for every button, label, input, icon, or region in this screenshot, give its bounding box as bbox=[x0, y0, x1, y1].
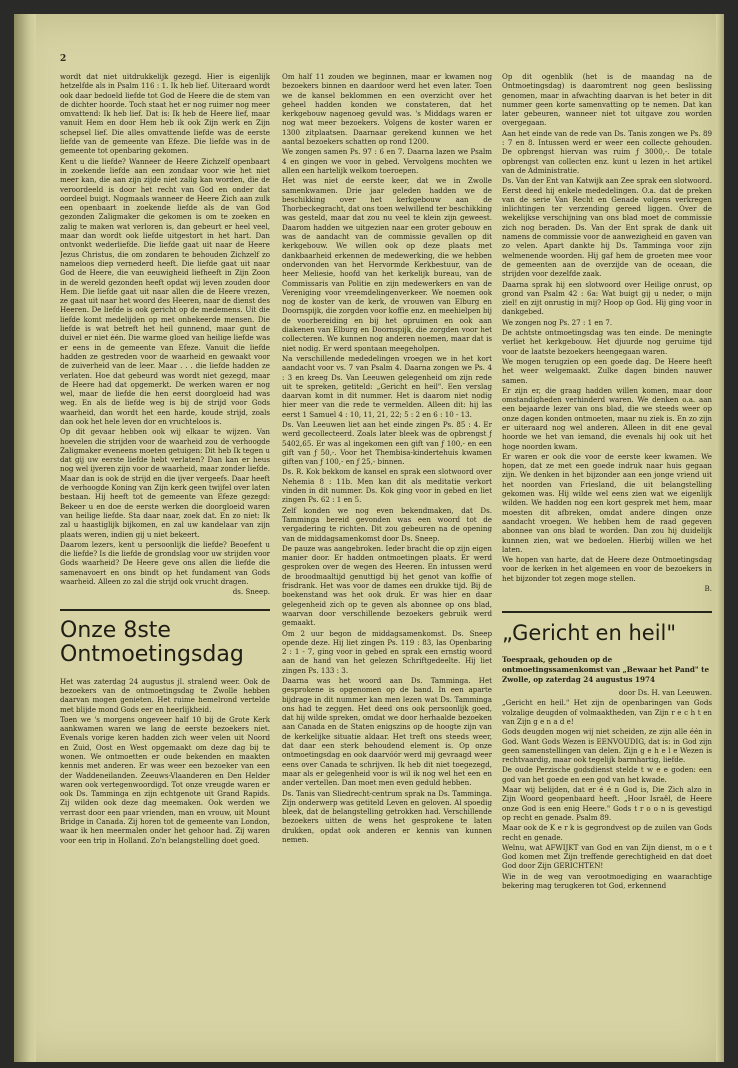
paragraph: Het was zaterdag 24 augustus jl. stralend weer. Ook de bezoekers van de ontmoetingsdag te Zwolle hebben daarvan mogen genieten. Het ruime hemelrond vertelde met blijde mond Gods eer en heerlijkheid. bbox=[60, 676, 270, 714]
paragraph: Er zijn er, die graag hadden willen komen, maar door omstandigheden verhinderd waren. We denken o.a. aan een bejaarde lezer van ons blad, die we steeds weer op onze dagen konden ontmoeten, maar nu ziek is. En zo zijn er uiteraard nog wel anderen. Alleen in dit ene geval hoorde we het van iemand, die evenals hij ook uit het hoge noorden kwam. bbox=[502, 385, 712, 451]
paragraph: Op dit ogenblik (het is de maandag na de Ontmoetingsdag) is daaromtrent nog geen beslissing genomen, maar in afwachting daarvan is het beter in dit nummer geen korte samenvatting op te nemen. Dat kan later gebeuren, wanneer niet tot uitgave zou worden overgegaan. bbox=[502, 72, 712, 128]
paragraph: Toen we 's morgens ongeveer half 10 bij de Grote Kerk aankwamen waren we lang de eerste bezoekers niet. Evenals vorige keren hadden zich weer velen uit Noord en Zuid, Oost en West opgemaakt om deze dag bij te wonen. We ontmoetten er oude bekenden en maakten kennis met anderen. Er was weer een bezoeker van een der Waddeneilanden. Zeeuws-Vlaanderen en Den Helder waren ook vertegenwoordigd. Tot onze vreugde waren er ook Ds. Tamminga en zijn echtgenote uit Grand Rapids. Zij wilden ook deze dag meemaken. Ook werden we verrast door een paar vrienden, man en vrouw, uit Mount Bridge in Canada. Zij horen tot de gemeente van London, waar ik hen meermalen onder het gehoor had. Zij waren voor een trip in Holland. Zo'n belangstelling doet goed. bbox=[60, 714, 270, 845]
paragraph: Ds. Van der Ent van Katwijk aan Zee sprak een slotwoord. Eerst deed hij enkele mededelingen. O.a. dat de preken van de serie Van Recht en Genade volgens verkregen inlichtingen ter verzending gereed liggen. Over de wekelijkse verschijning van ons blad moet de commissie zich nog beraden. Ds. Van der Ent sprak de dank uit namens de commissie voor de aanwezigheid en gaven van zo velen. Apart dankte hij Ds. Tamminga voor zijn welmenende woorden. Hij gaf hem de groeten mee voor de gemeenten aan de overzijde van de oceaan, die strijden voor dezelfde zaak. bbox=[502, 176, 712, 279]
paragraph: We hopen van harte, dat de Heere deze Ontmoetingsdag voor de kerken in het algemeen en voor de bezoekers in het bijzonder tot zegen moge stellen. bbox=[502, 555, 712, 583]
column-2 bbox=[282, 72, 492, 1062]
signature: B. bbox=[704, 584, 712, 594]
paragraph: Ds. Van Leeuwen liet aan het einde zingen Ps. 85 : 4. Er werd gecollecteerd. Zoals later bleek was de opbrengst ƒ 5402,65. Er was al ingekomen een gift van ƒ 100,- en een gift van ƒ 50,-. Voor het Thembisa-kindertehuis kwamen giften van ƒ 100,- en ƒ 25,- binnen. bbox=[282, 419, 492, 467]
paragraph: Het was niet de eerste keer, dat we in Zwolle samenkwamen. Drie jaar geleden hadden we de beschikking over het kerkgebouw aan de Thorbeckegracht, dat ons toen welwillend ter beschikking was gesteld, maar dat zou nu veel te klein zijn geweest. Daarom hadden we uitgezien naar een groter gebouw en was de aandacht van de commissie gevallen op dit kerkgebouw. We willen ook op deze plaats met dankbaarheid erkennen de medewerking, die we hebben ondervonden van het Hervormde Kerkbestuur, van de heer Meliesie, hoofd van het kerkelijk bureau, van de Commissaris van Politie en zijn medewerkers en van de Vereniging voor vreemdelingenverkeer. We noemen ook nog de koster van de kerk, de vrouwen van Elburg en Doornspijk, die zorgden voor koffie enz. en meehielpen bij de voorbereiding en bij het opruimen en ook aan diakenen van Elburg en Doornspijk, die zorgden voor het collecteren. We kunnen nog anderen noemen, maar dat is niet nodig. Er werd spontaan meegeholpen. bbox=[282, 176, 492, 353]
page-spine-shadow bbox=[14, 14, 36, 1062]
paragraph: Aan het einde van de rede van Ds. Tanis zongen we Ps. 89 : 7 en 8. Intussen werd er weer een collecte gehouden. De opbrengst hiervan was ruim ƒ 3000,-. De totale opbrengst van collecten enz. kunt u lezen in het artikel van de Administratie. bbox=[502, 128, 712, 175]
paragraph: De achtste ontmoetingsdag was ten einde. De meningte verliet het kerkgebouw. Het djuurde nog geruime tijd voor de laatste bezoekers heengegaan waren. bbox=[502, 328, 712, 356]
paragraph: Er waren er ook die voor de eerste keer kwamen. We hopen, dat ze met een goede indruk naar huis gegaan zijn. We denken in het bijzonder aan een jonge vriend uit het noorden van Friesland, die uit belangstelling gekomen was. Hij wilde wel eens zien wat we eigenlijk wilden. We hadden nog een kort gesprek met hem, maar moesten dit afbreken, omdat andere dingen onze aandacht vroegen. We hebben hem de raad gegeven abonnee van ons blad te worden. Dan zou hij duidelijk kunnen zien, wat we bedoelen. Hierbij willen we het laten. bbox=[502, 451, 712, 554]
article-subheading: Toespraak, gehouden op de ontmoetingssamenkomst van „Bewaar het Pand" te Zwolle, op zaterdag 24 augustus 1974 bbox=[502, 655, 710, 684]
page-number: 2 bbox=[60, 54, 67, 64]
paragraph: Zelf konden we nog even bekendmaken, dat Ds. Tamminga bereid gevonden was een woord tot de vergadering te richten. Dit zou gebeuren na de opening van de middagsamenkomst door Ds. Sneep. bbox=[282, 505, 492, 543]
paragraph: Daarom lezers, kent u persoonlijk die liefde? Beoefent u die liefde? Is die liefde de grondslag voor uw strijden voor Gods waarheid? De Heere geve ons allen die liefde die samenavoert en ons bindt op het fundament van Gods waarheid. Alleen zo zal die strijd ook vrucht dragen. bbox=[60, 539, 270, 587]
paragraph: Maar wij belijden, dat er é é n God is, Die Zich alzo in Zijn Woord geopenbaard heeft. „Hoor Israël, de Heere onze God is een enig Heere." Gods t r o o n is gevestigd op recht en genade. Psalm 89. bbox=[502, 785, 712, 822]
paragraph: Daarna was het woord aan Ds. Tamminga. Het gesprokene is opgenomen op de band. In een aparte bijdrage in dit nummer kan men lezen wat Ds. Tamminga ons had te zeggen. Het deed ons ook persoonlijk goed, dat hij wilde spreken, omdat we door herhaalde bezoeken aan Canada en de Staten enigszins op de hoogte zijn van de kerkelijke situatie aldaar. Het treft ons steeds weer, dat daar een sterk behoudend element is. Op onze ontmoetingsdag en ook daarvóór werd mij gevraagd weer eens over Canada te schrijven. Ik heb dit niet toegezegd, maar als er gelegenheid voor is wil ik nog wel het een en ander vertellen. Dan moet men even geduld hebben. bbox=[282, 676, 492, 788]
article-headline-ontmoetingsdag: Onze 8ste Ontmoetingsdag bbox=[60, 609, 270, 667]
paragraph: We mogen terugzien op een goede dag. De Heere heeft het weer welgemaakt. Zulke dagen binden nauwer samen. bbox=[502, 356, 712, 385]
paragraph: Maar ook de K e r k is gegrondvest op de zuilen van Gods recht en genade. bbox=[502, 823, 712, 842]
paragraph: Wie in de weg van verootmoediging en waarachtige bekering mag terugkeren tot God, erkennend bbox=[502, 871, 712, 891]
signature: ds. Sneep. bbox=[232, 587, 270, 597]
page-edge-shadow bbox=[716, 14, 724, 1062]
paragraph: Op dit gevaar hebben ook wij elkaar te wijzen. Van hoevelen die strijden voor de waarheid zou de verhoogde Zaligmaker eveneens moeten getuigen: Dit heb Ik tegen u dat gij uw eerste liefde hebt verlaten? Dan kan er heus nog wel ijveren zijn voor de waarheid, maar zonder liefde. Maar dan is ook de strijd en die ijver vergeefs. Daar heeft de verhoogde Koning van Zijn kerk geen twijfel over laten bestaan. Hij heeft tot de gemeente van Efeze gezegd: Bekeer u en doe de eerste werken die doorgloeid waren van heilige liefde. Sta daar naar, zoek dat. En zo niet: Ik zal u haastiglijk bijkomen, en zal uw kandelaar van zijn plaats weren, indien gij u niet bekeert. bbox=[60, 427, 270, 539]
paragraph: Welnu, wat AFWIJKT van God en van Zijn dienst, m o e t God komen met Zijn treffende gerechtigheid en dat doet God door Zijn GERICHTEN! bbox=[502, 842, 712, 871]
column-3 bbox=[502, 72, 712, 1062]
paragraph: wordt dat niet uitdrukkelijk gezegd. Hier is eigenlijk hetzelfde als in Psalm 116 : 1. Ik heb lief. Uiteraard wordt ook daar bedoeld liefde tot God de Heere die de stem van de dichter hoorde. Toch staat het er nog ruimer nog meer omvattend: Ik heb lief. Dat is: Ik heb de Heere lief, maar vanuit Hem en door Hem heb ik ook Zijn werk en Zijn schepsel lief. Die alles omvattende liefde was de eerste liefde van de gemeente van Efeze. Die liefde was in de gemeente tot openbaring gekomen. bbox=[60, 72, 270, 156]
paragraph: „Gericht en heil." Het zijn de openbaringen van Gods volzalige deugden of volmaaktheden, van Zijn r e c h t en van Zijn g e n a d e! bbox=[502, 698, 712, 726]
paragraph: Na verschillende mededelingen vroegen we in het kort aandacht voor vs. 7 van Psalm 4. Daarna zongen we Ps. 4 : 3 en kreeg Ds. Van Leeuwen gelegenheid om zijn rede uit te spreken, getiteld: „Gericht en heil". Een verslag daarvan komt in dit nummer. Het is daarom niet nodig hier meer van die rede te vermelden. Alleen dit: hij las eerst 1 Samuel 4 : 10, 11, 21, 22; 5 : 2 en 6 : 10 - 13. bbox=[282, 353, 492, 419]
article-headline-gericht-en-heil: „Gericht en heil" bbox=[502, 611, 712, 645]
paragraph: Ds. Tanis van Sliedrecht-centrum sprak na Ds. Tamminga. Zijn onderwerp was getiteld Leven en geloven. Al spoedig bleek, dat de belangstelling getrokken had. Verschillende bezoekers uitten de wens het gesprokene te laten drukken, opdat ook anderen er kennis van kunnen nemen. bbox=[282, 788, 492, 845]
paragraph: Om half 11 zouden we beginnen, maar er kwamen nog bezoekers binnen en daardoor werd het even later. Toen we de kansel beklommen en een overzicht over het geheel hadden konden we constateren, dat het kerkgebouw nagenoeg gevuld was. 's Middags waren er nog wat meer bezoekers. Volgens de koster waren er 1300 zitplaatsen. Daarnaar gerekend kunnen we het aantal bezoekers schatten op rond 1200. bbox=[282, 72, 492, 147]
column-1 bbox=[60, 72, 270, 1012]
paragraph: Daarna sprak hij een slotwoord over Heilige onrust, op grond van Psalm 42 : 6a: Wat buigt gij u neder, o mijn ziel! en zijt onrustig in mij? Hoop op God. Hij ging voor in dankgebed. bbox=[502, 279, 712, 317]
paragraph: We zongen samen Ps. 97 : 6 en 7. Daarna lazen we Psalm 4 en gingen we voor in gebed. Vervolgens mochten we allen een hartelijk welkom toeroepen. bbox=[282, 147, 492, 175]
paragraph: We zongen nog Ps. 27 : 1 en 7. bbox=[502, 317, 613, 327]
newspaper-page bbox=[14, 14, 724, 1062]
paragraph: Ds. R. Kok bekkom de kansel en sprak een slotwoord over Nehemia 8 : 11b. Men kan dit als meditatie verkort vinden in dit nummer. Ds. Kok ging voor in gebed en liet zingen Ps. 62 : 1 en 5. bbox=[282, 467, 492, 505]
paragraph: Gods deugden mogen wij niet scheiden, ze zijn alle één in God. Want Gods Wezen is EENVOUDIG, dat is: in God zijn geen samenstellingen van delen. Zijn g e h e l e Wezen is rechtvaardig, maar ook tegelijk barmhartig, liefde. bbox=[502, 727, 712, 765]
paragraph: De pauze was aangebroken. Ieder bracht die op zijn eigen manier door. Er hadden ontmoetingen plaats. Er werd gesproken over de wegen des Heeren. En intussen werd de broodmaaltijd genuttigd bij het genot van koffie of frisdrank. Het was voor de dames een drukke tijd. Bij de boekenstand was het ook druk. Er was hier en daar gelegenheid zich op te geven als abonnee op ons blad, waarvan door verschillende bezoekers gebruik werd gemaakt. bbox=[282, 543, 492, 628]
paragraph: Kent u die liefde? Wanneer de Heere Zichzelf openbaart in zoekende liefde aan een zondaar voor wie het niet meer kan, die aan zijn zijde niet zalig kan worden, die de veroordeeld is door het recht van God en onder dat oordeel buigt. Nogmaals wanneer de Heere Zich aan zulk een openbaart in zoekende liefde als de van God gezonden Zaligmaker die gekomen is om te zoeken en zalig te maken wat verloren is, dan gebeurt er heel veel, maar dan wordt ook liefde uitgestort in het hart. Dan ontvonkt wederliefde. Die liefde gaat uit naar de Heere Jezus Christus, die om zondaren te behouden Zichzelf zo nameloos diep vernederd heeft. Die liefde gaat uit naar God de Heere, die van eeuwigheid liefheeft in Zijn Zoon in de wereld gezonden heeft opdat wij leven zouden door Hem. Die liefde gaat uit naar allen die de Heere vrezen, ze gaat uit naar het woord des Heeren, naar de dienst des Heeren. De liefde is ook gericht op de medemens. Uit die liefde komt medelijden op met onbekeerde mensen. Die liefde is wat betreft het heil gunnend, maar gunt de duivel er niet één. Die warme gloed van heilige liefde was er eens in de gemeente van Efeze. Vanuit die liefde hadden ze gestreden voor de waarheid en gewaakt voor de zuiverheid van de leer. Maar . . . die liefde hadden ze verlaten. Hoe dat gebeurd was wordt niet gezegd, maar de Heere had dat opgemerkt. De werken waren er nog wel, maar de liefde die hen eerst doorgloeid had was weg. En als de liefde weg is bij de strijd voor Gods waarheid, dan wordt het een harde, koude strijd, zoals dan ook het hele leven dor en vruchteloos is. bbox=[60, 156, 270, 426]
paragraph: Om 2 uur begon de middagsamenkomst. Ds. Sneep opende deze. Hij liet zingen Ps. 119 : 83, las Openbaring 2 : 1 - 7, ging voor in gebed en sprak een ernstig woord aan de hand van het gelezen Schriftgedeelte. Hij liet zingen Ps. 133 : 3. bbox=[282, 628, 492, 675]
byline: door Ds. H. van Leeuwen. bbox=[618, 688, 712, 698]
paragraph: De oude Perzische godsdienst stelde t w e e goden: een god van het goede en een god van het kwade. bbox=[502, 765, 712, 784]
